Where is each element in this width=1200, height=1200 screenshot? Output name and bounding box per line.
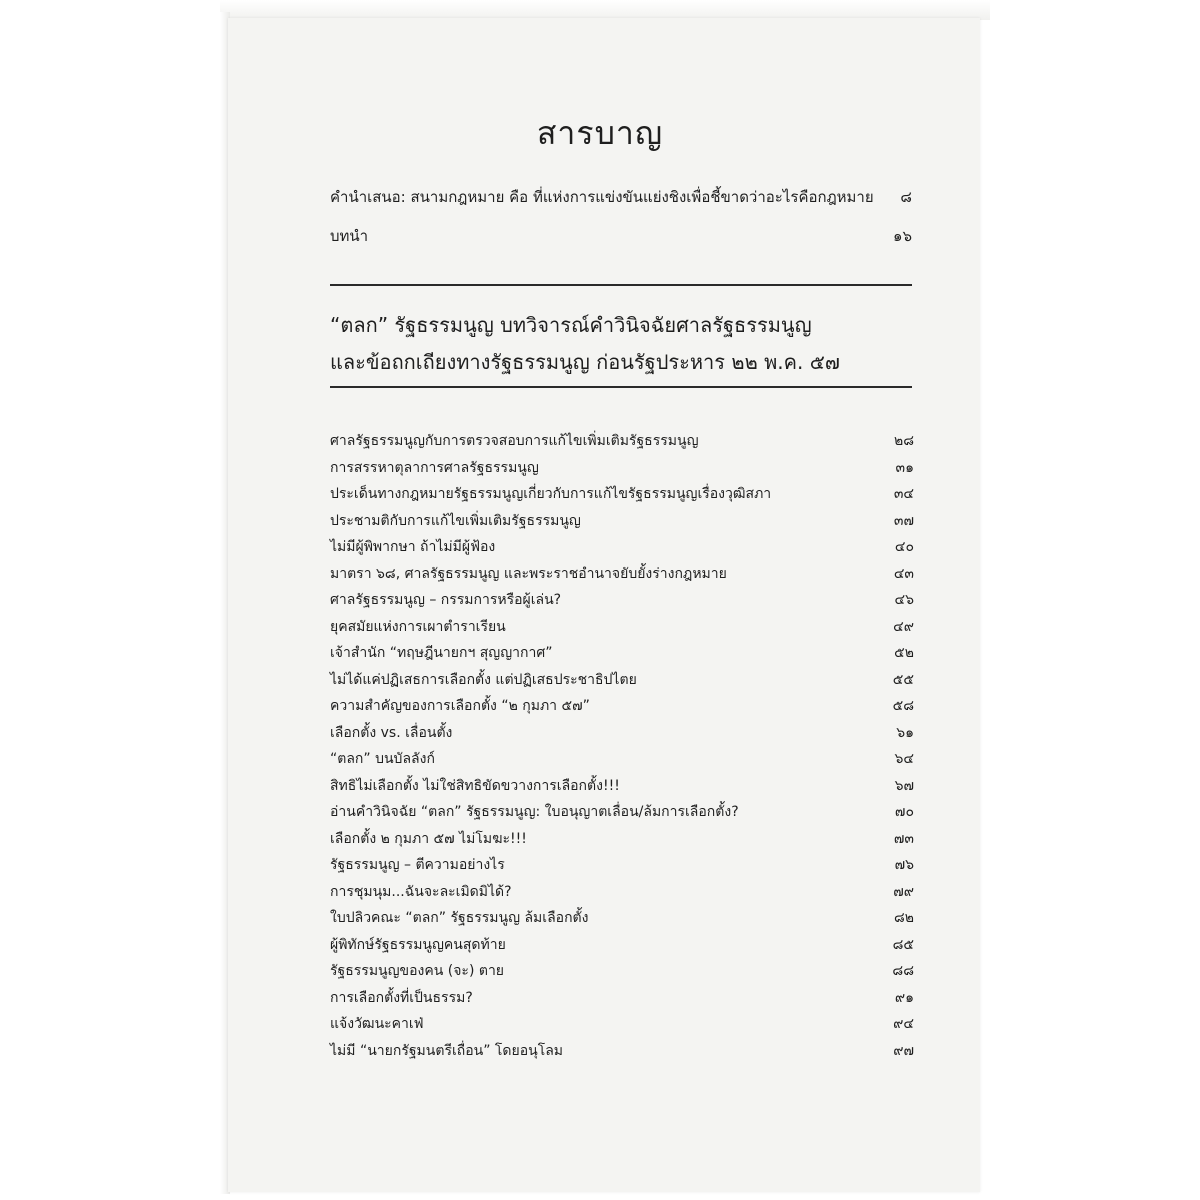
page-title: สารบาญ	[536, 114, 664, 152]
toc-entry-page: ๗๖	[894, 857, 914, 873]
toc-entry	[330, 905, 914, 932]
toc-entry-title: ศาลรัฐธรรมนูญ – กรรมการหรือผู้เล่น?	[330, 592, 562, 608]
toc-entry-title: รัฐธรรมนูญของคน (จะ) ตาย	[330, 963, 505, 979]
intro-entry-title: คำนำเสนอ: สนามกฎหมาย คือ ที่แห่งการแข่งขันแย่งชิงเพื่อชี้ขาดว่าอะไรคือกฎหมาย	[330, 188, 874, 206]
toc-entry-page: ๖๑	[896, 724, 914, 741]
intro-entry-foreword	[330, 185, 912, 209]
toc-entry-title: ผู้พิทักษ์รัฐธรรมนูญคนสุดท้าย	[330, 936, 506, 953]
toc-entry-title: อ่านคำวินิจฉัย “ตลก” รัฐธรรมนูญ: ใบอนุญาตเลื่อน/ล้มการเลือกตั้ง?	[330, 804, 739, 820]
toc-entry-title: เจ้าสำนัก “ทฤษฎีนายกฯ สุญญากาศ”	[330, 645, 553, 661]
toc-entry-page: ๔๐	[894, 539, 914, 555]
toc-entry-page: ๒๘	[893, 433, 914, 449]
toc-entry-title: ประเด็นทางกฎหมายรัฐธรรมนูญเกี่ยวกับการแก้ไขรัฐธรรมนูญเรื่องวุฒิสภา	[330, 486, 772, 502]
toc-entry	[330, 481, 914, 508]
toc-entry-title: เลือกตั้ง ๒ กุมภา ๕๗ ไม่โมฆะ!!!	[330, 830, 527, 847]
intro-entry-page: ๑๖	[892, 227, 912, 245]
toc-entry-page: ๔๙	[893, 618, 914, 635]
toc-entry-title: ไม่ได้แค่ปฏิเสธการเลือกตั้ง แต่ปฏิเสธประชาธิปไตย	[330, 671, 637, 688]
toc-entry	[330, 1011, 914, 1038]
page-top-edge	[220, 0, 990, 20]
toc-entry-title: “ตลก” บนบัลลังก์	[330, 751, 435, 767]
toc-entry-title: ศาลรัฐธรรมนูญกับการตรวจสอบการแก้ไขเพิ่มเติมรัฐธรรมนูญ	[330, 433, 699, 449]
toc-entry-title: ความสำคัญของการเลือกตั้ง “๒ กุมภา ๕๗”	[330, 698, 590, 714]
toc-entry	[330, 587, 914, 614]
toc-entry-page: ๖๔	[894, 751, 914, 767]
toc-entry	[330, 693, 914, 720]
toc-entry	[330, 614, 914, 641]
part-bottom-rule	[330, 386, 912, 388]
toc-entry	[330, 667, 914, 694]
toc-entry	[330, 508, 914, 535]
toc-entry-page: ๕๘	[892, 698, 914, 714]
toc-entry-title: ใบปลิวคณะ “ตลก” รัฐธรรมนูญ ล้มเลือกตั้ง	[330, 910, 589, 926]
toc-entry-title: การเลือกตั้งที่เป็นธรรม?	[330, 989, 473, 1006]
toc-entry-page: ๘๒	[893, 910, 914, 926]
part-top-rule	[330, 284, 912, 286]
toc-entry-page: ๖๗	[894, 777, 914, 794]
toc-entry-page: ๙๔	[893, 1016, 914, 1032]
toc-entry-title: การชุมนุม...ฉันจะละเมิดมิได้?	[330, 883, 512, 900]
toc-entry-page: ๙๑	[894, 989, 914, 1006]
toc-entry-page: ๗๐	[894, 804, 914, 820]
toc-list	[330, 428, 914, 1064]
toc-entry-page: ๘๕	[892, 936, 914, 953]
toc-entry	[330, 773, 914, 800]
toc-entry-title: แจ้งวัฒนะคาเฟ่	[330, 1016, 424, 1032]
toc-entry	[330, 852, 914, 879]
toc-entry	[330, 1038, 914, 1065]
toc-entry-page: ๗๙	[893, 883, 914, 900]
intro-entry-introduction	[330, 224, 912, 248]
toc-entry	[330, 932, 914, 959]
toc-entry-title: การสรรหาตุลาการศาลรัฐธรรมนูญ	[330, 459, 539, 476]
toc-entry	[330, 985, 914, 1012]
intro-entry-page: ๘	[900, 188, 912, 206]
toc-entry-page: ๔๓	[893, 565, 914, 582]
toc-entry-title: มาตรา ๖๘, ศาลรัฐธรรมนูญ และพระราชอำนาจยับยั้งร่างกฎหมาย	[330, 565, 727, 582]
toc-entry-page: ๓๔	[893, 486, 914, 502]
toc-entry	[330, 428, 914, 455]
toc-entry-title: ประชามติกับการแก้ไขเพิ่มเติมรัฐธรรมนูญ	[330, 512, 581, 529]
toc-entry	[330, 879, 914, 906]
toc-entry-page: ๕๒	[894, 645, 914, 661]
toc-entry-page: ๗๓	[893, 830, 914, 847]
toc-entry-title: ยุคสมัยแห่งการเผาตำราเรียน	[330, 618, 506, 635]
toc-entry	[330, 640, 914, 667]
toc-entry-page: ๓๗	[893, 512, 914, 529]
toc-entry	[330, 720, 914, 747]
toc-entry-page: ๙๗	[893, 1042, 914, 1059]
toc-entry-title: สิทธิไม่เลือกตั้ง ไม่ใช่สิทธิขัดขวางการเลือกตั้ง!!!	[330, 777, 620, 794]
toc-entry-title: เลือกตั้ง vs. เลื่อนตั้ง	[330, 724, 453, 741]
intro-entry-title: บทนำ	[330, 227, 369, 245]
toc-entry	[330, 958, 914, 985]
toc-entry	[330, 746, 914, 773]
toc-entry-title: รัฐธรรมนูญ – ตีความอย่างไร	[330, 857, 505, 873]
toc-entry	[330, 826, 914, 853]
toc-entry-page: ๕๕	[892, 671, 914, 688]
part-title-line2: และข้อถกเถียงทางรัฐธรรมนูญ ก่อนรัฐประหาร ๒๒ พ.ค. ๕๗	[330, 350, 840, 374]
part-title-line1: “ตลก” รัฐธรรมนูญ บทวิจารณ์คำวินิจฉัยศาลรัฐธรรมนูญ	[330, 313, 812, 337]
toc-entry	[330, 455, 914, 482]
toc-entry	[330, 534, 914, 561]
toc-entry-page: ๘๘	[892, 963, 914, 979]
toc-entry-page: ๔๖	[894, 592, 914, 608]
toc-entry-title: ไม่มีผู้พิพากษา ถ้าไม่มีผู้ฟ้อง	[330, 539, 496, 555]
toc-entry-title: ไม่มี “นายกรัฐมนตรีเถื่อน” โดยอนุโลม	[330, 1042, 564, 1059]
toc-entry	[330, 799, 914, 826]
toc-entry	[330, 561, 914, 588]
toc-entry-page: ๓๑	[895, 459, 914, 476]
